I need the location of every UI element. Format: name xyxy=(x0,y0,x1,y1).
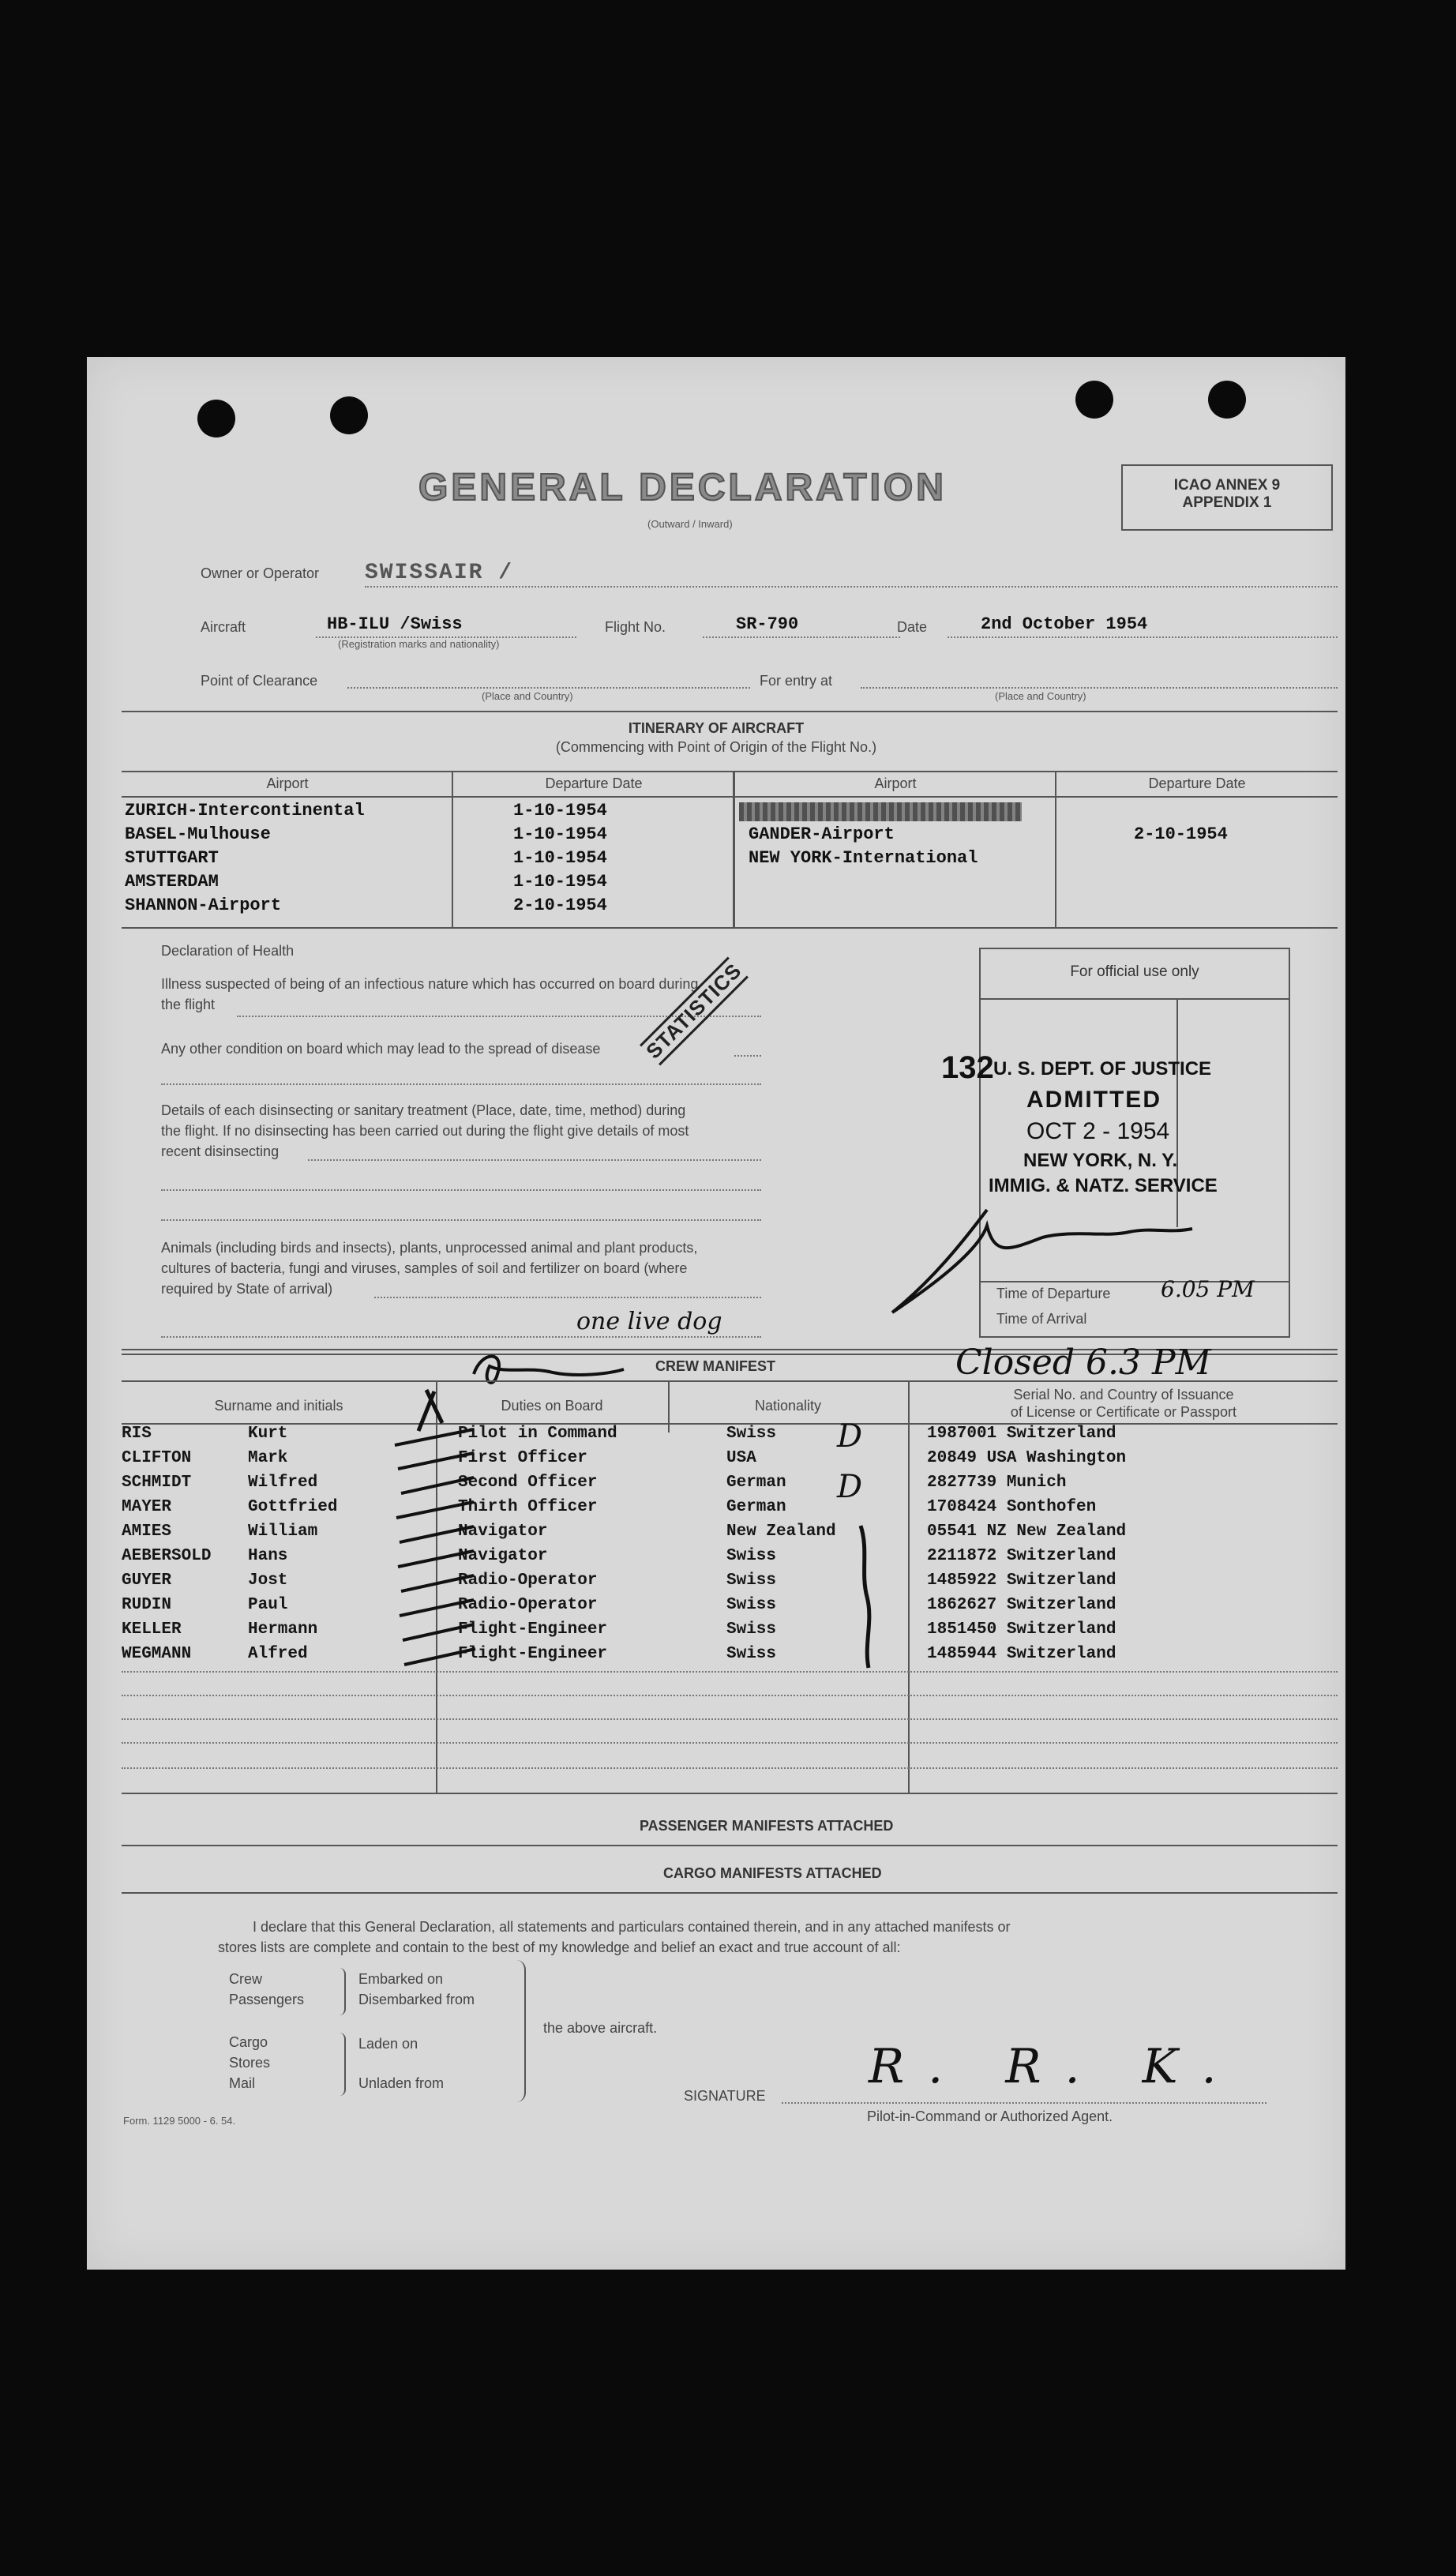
punch-hole xyxy=(330,396,368,434)
rule xyxy=(122,927,1338,929)
crew-initial: Alfred xyxy=(248,1645,308,1663)
itinerary-header-airport: Airport xyxy=(266,775,309,791)
clearance-line xyxy=(347,687,750,689)
crew-duty: Radio-Operator xyxy=(458,1596,598,1614)
crew-nationality: German xyxy=(726,1498,786,1516)
answer-line xyxy=(161,1219,761,1221)
passenger-manifests: PASSENGER MANIFESTS ATTACHED xyxy=(640,1818,894,1834)
decl-stores: Stores xyxy=(229,2055,271,2071)
signature-caption: Pilot-in-Command or Authorized Agent. xyxy=(867,2108,1113,2124)
health-q3c: recent disinsecting xyxy=(161,1143,280,1159)
date-value: 2nd October 1954 xyxy=(981,614,1148,634)
date-line xyxy=(948,636,1338,638)
crew-header-nationality: Nationality xyxy=(754,1398,822,1414)
decl-unladen: Unladen from xyxy=(358,2075,445,2091)
crew-initial: Paul xyxy=(248,1596,288,1614)
rule xyxy=(122,1793,1338,1794)
answer-line xyxy=(161,1083,761,1085)
crew-initial: Kurt xyxy=(248,1425,288,1443)
decl-passengers: Passengers xyxy=(229,1992,305,2007)
arrival-label: Time of Arrival xyxy=(996,1311,1087,1327)
decl-above-aircraft: the above aircraft. xyxy=(543,2020,658,2036)
crew-initial: Wilfred xyxy=(248,1474,318,1492)
col-divider xyxy=(1055,771,1056,927)
crew-duty: First Officer xyxy=(458,1449,587,1467)
answer-line xyxy=(734,1055,761,1057)
rule xyxy=(122,1892,1338,1894)
crew-serial: 1485922 Switzerland xyxy=(927,1572,1116,1590)
clearance-label: Point of Clearance xyxy=(201,673,318,689)
form-subtitle: (Outward / Inward) xyxy=(647,518,733,530)
itinerary-header-airport: Airport xyxy=(874,775,917,791)
decl-mail: Mail xyxy=(229,2075,256,2091)
flight-value: SR-790 xyxy=(736,614,799,634)
flight-line xyxy=(703,636,900,638)
itin-right-airport: NEW YORK-International xyxy=(749,848,978,868)
health-heading: Declaration of Health xyxy=(161,943,295,959)
crew-duty: Navigator xyxy=(458,1547,548,1565)
health-q1: Illness suspected of being of an infectious nature which has occurred on board during xyxy=(161,976,699,992)
itin-right-date: 2-10-1954 xyxy=(1134,824,1228,844)
answer-line xyxy=(161,1189,761,1191)
crew-serial: 1851450 Switzerland xyxy=(927,1620,1116,1639)
cargo-manifests: CARGO MANIFESTS ATTACHED xyxy=(663,1865,882,1881)
crew-initial: Gottfried xyxy=(248,1498,338,1516)
aircraft-value: HB-ILU /Swiss xyxy=(327,614,463,634)
rule xyxy=(122,796,1338,798)
aircraft-sub: (Registration marks and nationality) xyxy=(338,638,500,650)
decl-crew: Crew xyxy=(229,1971,263,1987)
itin-left-airport: ZURICH-Intercontinental xyxy=(125,801,365,820)
itinerary-header-date: Departure Date xyxy=(545,775,643,791)
crew-serial: 2211872 Switzerland xyxy=(927,1547,1116,1565)
decl-disembarked: Disembarked from xyxy=(358,1992,475,2007)
itin-left-date: 2-10-1954 xyxy=(513,896,607,915)
decl-laden: Laden on xyxy=(358,2036,418,2052)
crew-header-duties: Duties on Board xyxy=(501,1398,603,1414)
captain-signature: R. R. K. xyxy=(869,2039,1240,2094)
crew-initial: William xyxy=(248,1523,318,1541)
itinerary-title: ITINERARY OF AIRCRAFT xyxy=(628,720,805,736)
nationality-mark: D xyxy=(837,1469,863,1505)
closed-note: Closed 6.3 PM xyxy=(955,1342,1211,1383)
health-q3b: the flight. If no disinsecting has been carried out during the flight give details of most xyxy=(161,1123,689,1139)
itinerary-subtitle: (Commencing with Point of Origin of the Flight No.) xyxy=(555,739,877,755)
blank-line xyxy=(122,1718,1338,1720)
entry-sub: (Place and Country) xyxy=(995,690,1086,702)
date-label: Date xyxy=(897,619,928,635)
crew-nationality: Swiss xyxy=(726,1572,777,1590)
crew-duty: Flight-Engineer xyxy=(458,1620,608,1639)
crew-nationality: Swiss xyxy=(726,1645,777,1663)
itinerary-header-date: Departure Date xyxy=(1148,775,1246,791)
flight-label: Flight No. xyxy=(605,619,666,635)
rule xyxy=(122,771,1338,772)
decl-cargo: Cargo xyxy=(229,2034,268,2050)
health-q4b: cultures of bacteria, fungi and viruses, samples of soil and fertilizer on board (where xyxy=(161,1260,688,1276)
itin-left-airport: STUTTGART xyxy=(125,848,219,868)
crew-surname: GUYER xyxy=(122,1572,172,1590)
nationality-mark: D xyxy=(837,1418,863,1455)
declaration-paper xyxy=(87,357,1345,2270)
clearance-sub: (Place and Country) xyxy=(482,690,573,702)
crew-surname: CLIFTON xyxy=(122,1449,192,1467)
answer-line xyxy=(308,1159,761,1161)
punch-hole xyxy=(1075,381,1113,419)
brace xyxy=(336,2033,346,2096)
aircraft-label: Aircraft xyxy=(201,619,246,635)
annex-box xyxy=(1121,464,1333,531)
entry-line xyxy=(861,687,1338,689)
crew-nationality: Swiss xyxy=(726,1547,777,1565)
departure-value: 6.05 PM xyxy=(1161,1276,1255,1302)
animals-answer: one live dog xyxy=(576,1308,722,1335)
itin-left-airport: AMSTERDAM xyxy=(125,872,219,892)
health-q2: Any other condition on board which may lead to the spread of disease xyxy=(161,1041,601,1057)
owner-label: Owner or Operator xyxy=(201,565,320,581)
stamp-line3: OCT 2 - 1954 xyxy=(1026,1118,1170,1144)
crew-surname: RUDIN xyxy=(122,1596,172,1614)
struck-out-entry xyxy=(739,802,1022,821)
signature-line xyxy=(782,2102,1266,2104)
crew-serial: 1987001 Switzerland xyxy=(927,1425,1116,1443)
annex-line1: ICAO ANNEX 9 xyxy=(1173,477,1281,494)
declaration-text-1: I declare that this General Declaration, all statements and particulars contained therein, and in any attached manifests or xyxy=(253,1919,1011,1935)
crew-duty: Pilot in Command xyxy=(458,1425,617,1443)
crew-initial: Hans xyxy=(248,1547,288,1565)
crew-surname: SCHMIDT xyxy=(122,1474,192,1492)
stamp-number: 132 xyxy=(941,1050,994,1085)
crew-header-surname: Surname and initials xyxy=(214,1398,343,1414)
stamp-line5: IMMIG. & NATZ. SERVICE xyxy=(989,1175,1218,1196)
itin-left-date: 1-10-1954 xyxy=(513,801,607,820)
crew-serial: 20849 USA Washington xyxy=(927,1449,1127,1467)
crew-initial: Mark xyxy=(248,1449,288,1467)
departure-label: Time of Departure xyxy=(996,1286,1111,1301)
blank-line xyxy=(122,1742,1338,1744)
crew-nationality: German xyxy=(726,1474,786,1492)
form-number: Form. 1129 5000 - 6. 54. xyxy=(123,2115,236,2127)
crew-surname: KELLER xyxy=(122,1620,182,1639)
itin-left-airport: BASEL-Mulhouse xyxy=(125,824,271,844)
crew-header-serial1: Serial No. and Country of Issuance xyxy=(1013,1387,1234,1403)
itin-right-airport: GANDER-Airport xyxy=(749,824,895,844)
official-heading: For official use only xyxy=(1070,963,1199,980)
crew-nationality: Swiss xyxy=(726,1620,777,1639)
health-q4c: required by State of arrival) xyxy=(161,1281,333,1297)
form-title: GENERAL DECLARATION xyxy=(418,467,947,509)
answer-line xyxy=(374,1297,761,1298)
answer-line xyxy=(161,1336,761,1338)
entry-label: For entry at xyxy=(760,673,833,689)
signature-label: SIGNATURE xyxy=(684,2088,766,2104)
crew-title: CREW MANIFEST xyxy=(655,1358,775,1374)
itin-left-date: 1-10-1954 xyxy=(513,824,607,844)
rule xyxy=(122,1380,1338,1382)
crew-initial: Jost xyxy=(248,1572,288,1590)
brace xyxy=(513,1960,526,2102)
crew-surname: RIS xyxy=(122,1425,152,1443)
crew-serial: 1485944 Switzerland xyxy=(927,1645,1116,1663)
punch-hole xyxy=(197,400,235,437)
brace xyxy=(336,1968,346,2015)
statistics-stamp: STATISTICS xyxy=(640,957,749,1066)
crew-duty: Radio-Operator xyxy=(458,1572,598,1590)
nationality-bracket xyxy=(853,1518,884,1676)
declaration-text-2: stores lists are complete and contain to the best of my knowledge and belief an exact and true account of all: xyxy=(218,1940,901,1955)
crew-nationality: New Zealand xyxy=(726,1523,836,1541)
crew-initial: Hermann xyxy=(248,1620,318,1639)
health-q1b: the flight xyxy=(161,997,216,1012)
col-divider xyxy=(668,1380,670,1433)
officer-signature xyxy=(869,1194,1232,1320)
punch-hole xyxy=(1208,381,1246,419)
stamp-line4: NEW YORK, N. Y. xyxy=(1023,1150,1178,1171)
itin-left-date: 1-10-1954 xyxy=(513,872,607,892)
col-divider xyxy=(908,1380,910,1793)
stamp-line1: U. S. DEPT. OF JUSTICE xyxy=(993,1058,1212,1080)
crew-duty: Flight-Engineer xyxy=(458,1645,608,1663)
blank-line xyxy=(122,1695,1338,1696)
crew-surname: AEBERSOLD xyxy=(122,1547,212,1565)
crew-header-serial2: of License or Certificate or Passport xyxy=(1010,1404,1237,1420)
crew-serial: 05541 NZ New Zealand xyxy=(927,1523,1127,1541)
crew-nationality: USA xyxy=(726,1449,756,1467)
rule xyxy=(981,998,1289,1000)
health-q4: Animals (including birds and insects), plants, unprocessed animal and plant products, xyxy=(161,1240,698,1256)
crew-surname: AMIES xyxy=(122,1523,172,1541)
health-q3: Details of each disinsecting or sanitary treatment (Place, date, time, method) during xyxy=(161,1102,686,1118)
crew-serial: 1862627 Switzerland xyxy=(927,1596,1116,1614)
crew-duty: Second Officer xyxy=(458,1474,598,1492)
duty-tick-marks xyxy=(387,1384,505,1692)
owner-value: SWISSAIR / xyxy=(365,561,514,585)
crew-duty: Thirth Officer xyxy=(458,1498,598,1516)
col-divider xyxy=(733,771,735,927)
crew-nationality: Swiss xyxy=(726,1425,777,1443)
rule xyxy=(122,1845,1338,1846)
crew-serial: 1708424 Sonthofen xyxy=(927,1498,1097,1516)
blank-line xyxy=(122,1671,1338,1673)
crew-nationality: Swiss xyxy=(726,1596,777,1614)
blank-line xyxy=(122,1767,1338,1769)
annex-line2: APPENDIX 1 xyxy=(1182,494,1272,511)
crew-serial: 2827739 Munich xyxy=(927,1474,1067,1492)
owner-line xyxy=(365,586,1338,588)
stamp-line2: ADMITTED xyxy=(1026,1087,1161,1113)
itin-left-airport: SHANNON-Airport xyxy=(125,896,282,915)
crew-duty: Navigator xyxy=(458,1523,548,1541)
crew-surname: WEGMANN xyxy=(122,1645,192,1663)
col-divider xyxy=(452,771,453,927)
crew-surname: MAYER xyxy=(122,1498,172,1516)
rule xyxy=(122,711,1338,712)
decl-embarked: Embarked on xyxy=(358,1971,444,1987)
itin-left-date: 1-10-1954 xyxy=(513,848,607,868)
